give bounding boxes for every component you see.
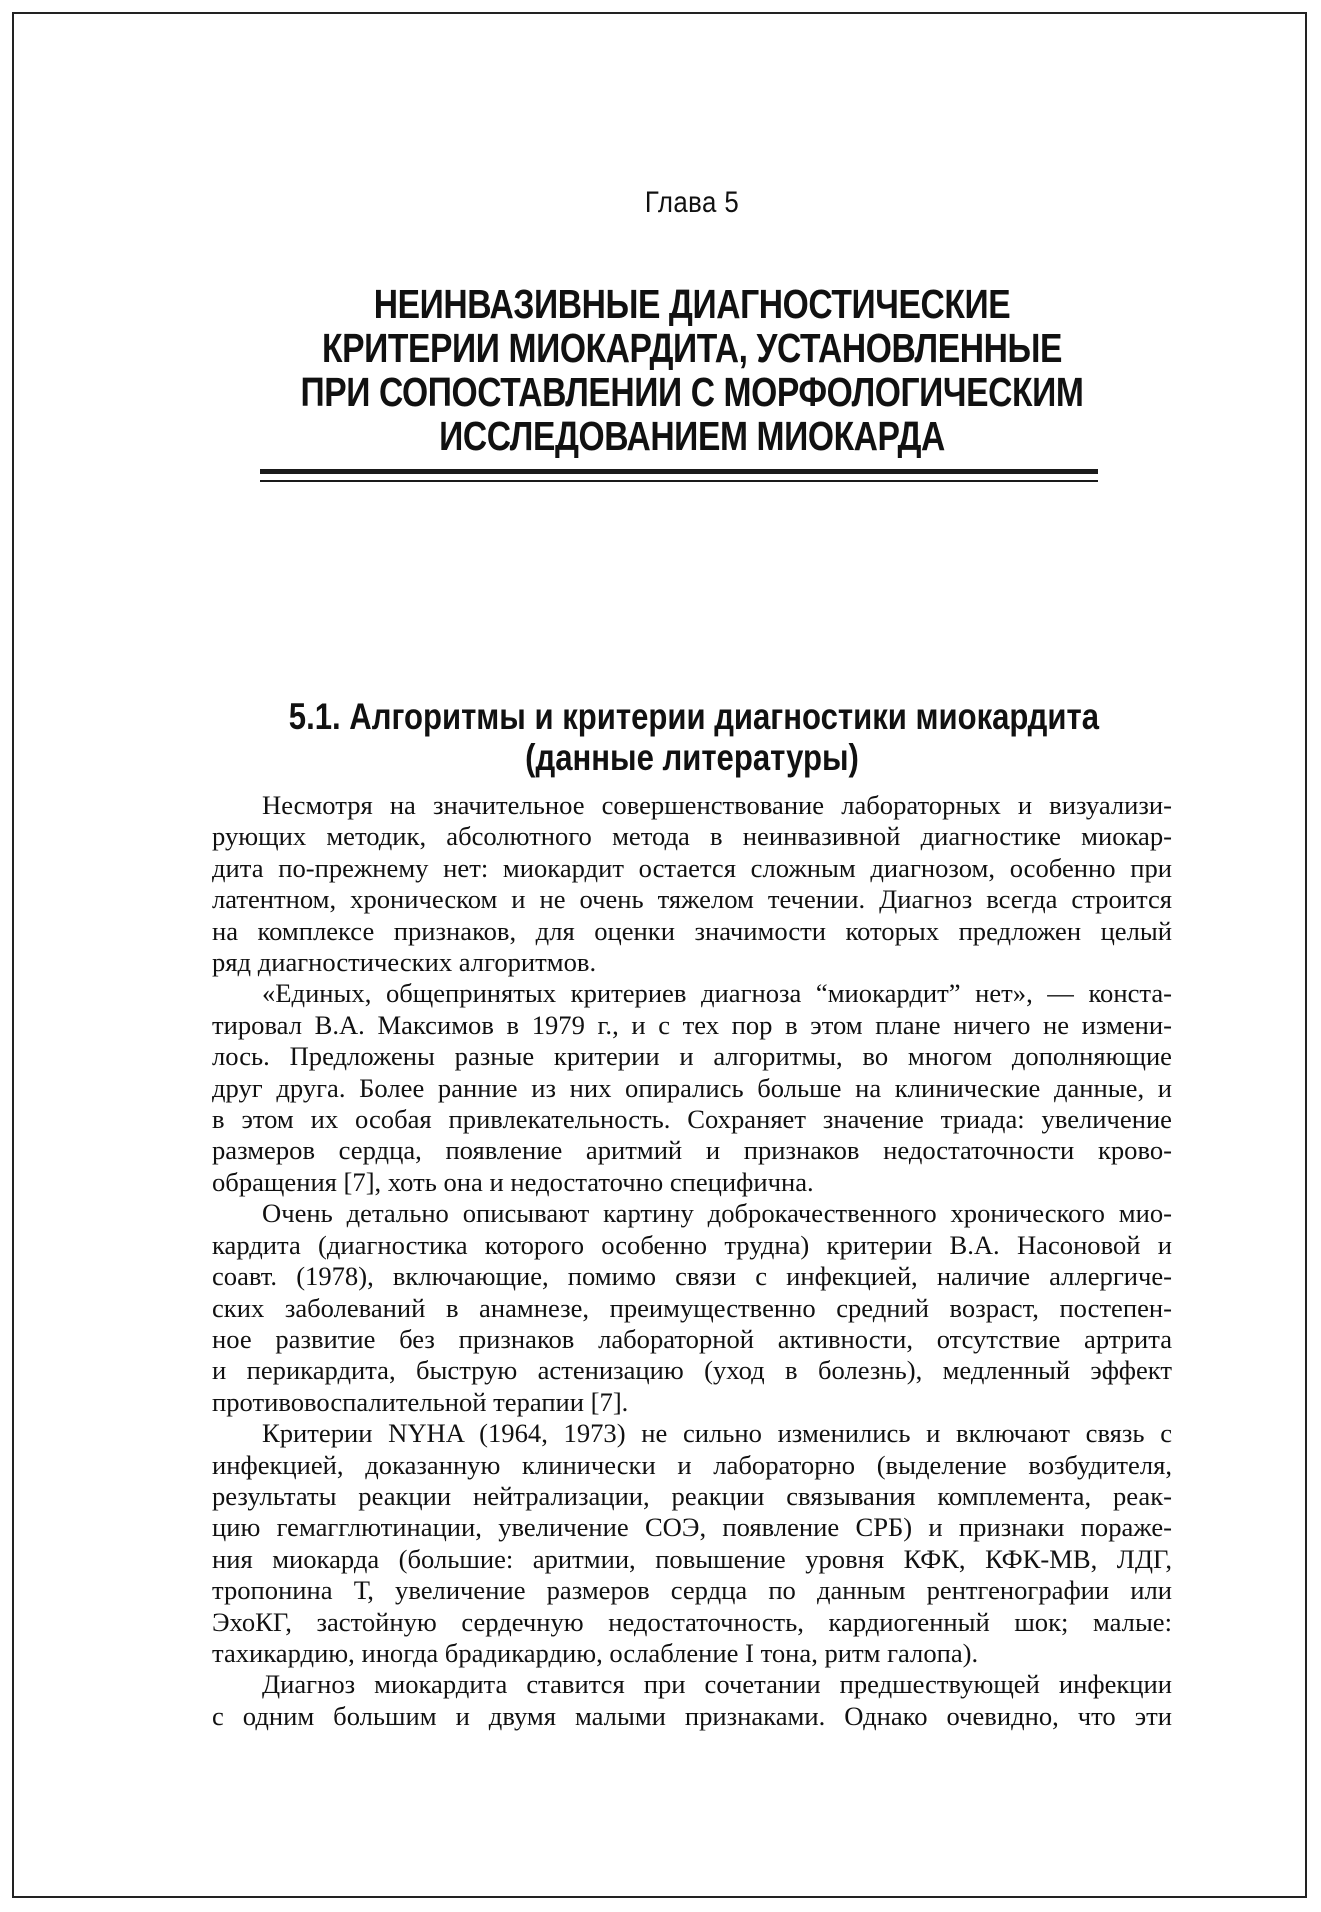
title-rule-thick (260, 469, 1098, 474)
paragraph (212, 790, 1172, 978)
text-line: ряд диагностических алгоритмов. (212, 947, 597, 978)
text-line: кардита (диагностика которого особенно трудна) критерии В.А. Насоновой и (212, 1229, 1172, 1260)
text-line: тахикардию, иногда брадикардию, ослабление I тона, ритм галопа). (212, 1637, 979, 1668)
paragraph (212, 1669, 1172, 1732)
text-line: результаты реакции нейтрализации, реакции связывания комплемента, реак- (212, 1480, 1172, 1511)
text-line: с одним большим и двумя малыми признаками. Однако очевидно, что эти (212, 1700, 1172, 1731)
text-line: Критерии NYHA (1964, 1973) не сильно изменились и включают связь с (262, 1418, 1172, 1449)
text-line: и перикардита, быструю астенизацию (уход в болезнь), медленный эффект (212, 1355, 1172, 1386)
text-line: ное развитие без признаков лабораторной активности, отсутствие артрита (212, 1323, 1172, 1354)
text-line: ния миокарда (большие: аритмии, повышение уровня КФК, КФК-МВ, ЛДГ, (212, 1543, 1172, 1574)
text-line: тировал В.А. Максимов в 1979 г., и с тех пор в этом плане ничего не измени- (212, 1009, 1172, 1040)
chapter-title (212, 282, 1172, 458)
text-line: латентном, хроническом и не очень тяжелом течении. Диагноз всегда строится (212, 884, 1172, 915)
title-rule-thin (260, 480, 1098, 482)
text-line: инфекцией, доказанную клинически и лабораторно (выделение возбудителя, (212, 1449, 1172, 1480)
text-line: в этом их особая привлекательность. Сохраняет значение триада: увеличение (212, 1104, 1172, 1135)
paragraph (212, 978, 1172, 1198)
text-line: ЭхоКГ, застойную сердечную недостаточность, кардиогенный шок; малые: (212, 1606, 1172, 1637)
paragraph (212, 1418, 1172, 1669)
text-line: Диагноз миокардита ставится при сочетании предшествующей инфекции (262, 1669, 1172, 1700)
text-line: размеров сердца, появление аритмий и признаков недостаточности крово- (212, 1135, 1172, 1166)
text-line: лось. Предложены разные критерии и алгоритмы, во многом дополняющие (212, 1041, 1172, 1072)
section-title-line: 5.1. Алгоритмы и критерии диагностики миокардита (288, 696, 1099, 737)
text-line: Несмотря на значительное совершенствование лабораторных и визуализи- (262, 790, 1172, 820)
text-line: ских заболеваний в анамнезе, преимущественно средний возраст, постепен- (212, 1292, 1172, 1323)
text-line: «Единых, общепринятых критериев диагноза “миокардит” нет», — конста- (262, 978, 1172, 1009)
chapter-title-line: НЕИНВАЗИВНЫЕ ДИАГНОСТИЧЕСКИЕ (373, 281, 1011, 327)
paragraph (212, 1198, 1172, 1418)
chapter-label: Глава 5 (644, 186, 740, 219)
section-title-line: (данные литературы) (525, 737, 859, 778)
chapter-title-line: ПРИ СОПОСТАВЛЕНИИ С МОРФОЛОГИЧЕСКИМ (300, 369, 1084, 415)
text-line: Очень детально описывают картину доброкачественного хронического мио- (262, 1198, 1172, 1229)
text-line: противовоспалительной терапии [7]. (212, 1386, 629, 1417)
chapter-title-line: КРИТЕРИИ МИОКАРДИТА, УСТАНОВЛЕННЫЕ (322, 325, 1062, 371)
text-line: соавт. (1978), включающие, помимо связи с инфекцией, наличие аллергиче- (212, 1261, 1172, 1292)
body-text (212, 790, 1172, 1732)
text-line: рующих методик, абсолютного метода в неинвазивной диагностике миокар- (212, 821, 1172, 852)
text-line: тропонина Т, увеличение размеров сердца по данным рентгенографии или (212, 1575, 1172, 1606)
text-line: цию гемагглютинации, увеличение СОЭ, появление СРБ) и признаки пораже- (212, 1512, 1172, 1543)
text-line: на комплексе признаков, для оценки значимости которых предложен целый (212, 915, 1172, 946)
section-title (212, 696, 1172, 778)
text-line: обращения [7], хоть она и недостаточно специфична. (212, 1166, 814, 1197)
chapter-title-line: ИССЛЕДОВАНИЕМ МИОКАРДА (439, 413, 945, 459)
text-line: дита по-прежнему нет: миокардит остается сложным диагнозом, особенно при (212, 852, 1172, 883)
text-line: друг друга. Более ранние из них опирались больше на клинические данные, и (212, 1072, 1172, 1103)
